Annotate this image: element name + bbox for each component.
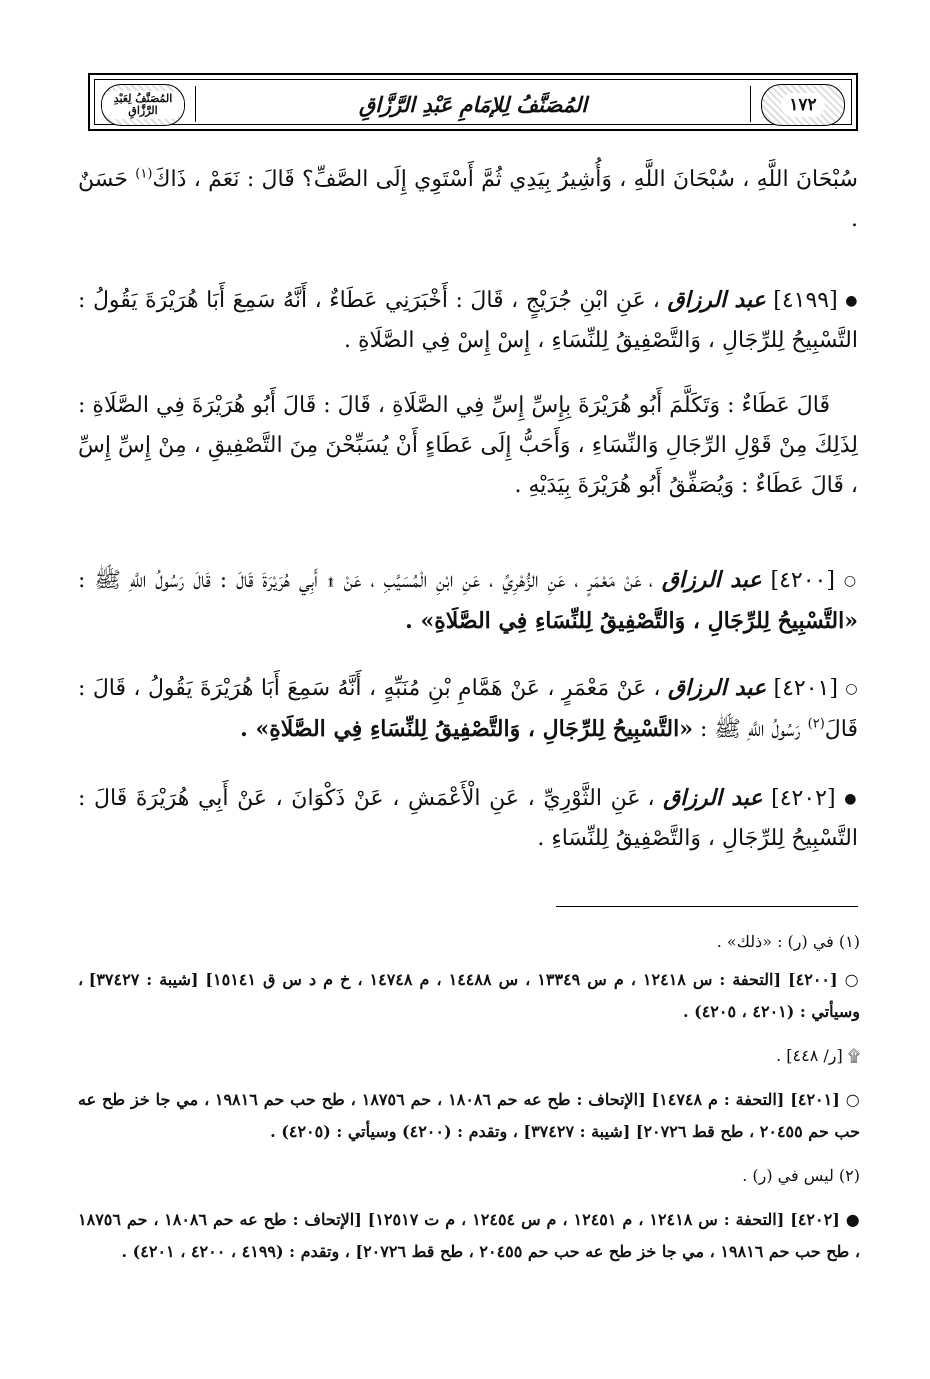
header-frame [94, 79, 852, 125]
narrator-name: عبد الرزاق [667, 675, 767, 701]
continuation-text: سُبْحَانَ اللَّهِ ، سُبْحَانَ اللَّهِ ، وَأُشِيرُ بِيَدِي ثُمَّ أَسْتَوِي إِلَى الصَّفِّ؟ قَالَ : نَعَمْ ، ذَاكَ [152, 167, 858, 192]
hadith-text: ، عَنِ ابْنِ جُرَيْجٍ ، قَالَ : أَخْبَرَنِي عَطَاءٌ ، أَنَّهُ سَمِعَ أَبَا هُرَيْرَةَ يَقُولُ : التَّسْبِيحُ لِلرِّجَالِ ، وَالتَّصْفِيقُ لِلنِّسَاءِ ، إِسْ إِسْ فِي الصَّلَاةِ . [78, 288, 858, 353]
book-emblem-text: المُصَنَّفُ لِعَبْدِ الرَّزَّاقِ [102, 91, 184, 119]
hadith-text: ، عَنِ الثَّوْرِيِّ ، عَنِ الْأَعْمَشِ ، عَنْ ذَكْوَانَ ، عَنْ أَبِي هُرَيْرَةَ قَالَ : التَّسْبِيحُ لِلرِّجَالِ ، وَالتَّصْفِيقُ لِلنِّسَاءِ . [78, 786, 858, 851]
footnote-2 [78, 1160, 860, 1192]
footnote-text: (١) في (ر) : «ذلك» . [716, 932, 860, 951]
hadith-text: ، عَنْ مَعْمَرٍ ، عَنْ هَمَّامِ بْنِ مُنَبِّهٍ ، أَنَّهُ سَمِعَ أَبَا هُرَيْرَةَ يَقُولُ ، قَالَ : قَالَ [78, 676, 858, 742]
footnote-1 [78, 926, 860, 958]
book-emblem-ornament [101, 84, 185, 126]
continuation-paragraph [78, 160, 858, 240]
hadith-text-2: رَسُولُ اللَّهِ ﷺ : [700, 717, 801, 742]
manuscript-ref-text: ۩ [ر/ ٤٤٨] . [776, 1046, 860, 1065]
hadith-4199 [78, 280, 858, 361]
prophetic-quote: «التَّسْبِيحُ لِلرِّجَالِ ، وَالتَّصْفِيقُ لِلنِّسَاءِ فِي الصَّلَاةِ» . [240, 716, 693, 742]
circle-marker: ○ [845, 681, 859, 697]
hadith-number: [٤١٩٩] [773, 288, 838, 313]
continuation-end: حَسَنٌ . [78, 167, 858, 232]
footnote-divider [556, 906, 858, 907]
hadith-number: [٤٢٠٠] [770, 568, 835, 593]
takhrij-text: ○ [٤٢٠١] [التحفة : م ١٤٧٤٨] [الإتحاف : طح عه حم ١٨٠٨٦ ، حم ١٨٧٥٦ ، طح حب حم ١٩٨١٦ ، مي جا خز طح عه حب حم ٢٠٤٥٥ ، طح قط ٢٠٧٢٦] [شيبة : ٣٧٤٢٧] ، وتقدم : (٤٢٠٠) وسيأتي : (٤٢٠٥) . [78, 1090, 860, 1141]
page-number-ornament [761, 84, 845, 126]
bullet-marker: ● [844, 791, 859, 807]
narrator-name: عبد الرزاق [667, 287, 766, 313]
narrator-name: عبد الرزاق [661, 567, 762, 593]
hadith-4200 [78, 560, 858, 642]
hadith-4202 [78, 778, 858, 859]
page-number: ١٧٢ [781, 93, 824, 117]
hadith-number: [٤٢٠١] [773, 676, 838, 701]
hadith-number: [٤٢٠٢] [771, 786, 836, 811]
hadith-4201 [78, 668, 858, 750]
bullet-marker: ● [845, 293, 859, 309]
takhrij-4201 [78, 1084, 860, 1148]
footnote-marker-2: (٢) [807, 716, 825, 732]
ata-paragraph [78, 386, 858, 506]
takhrij-text: ● [٤٢٠٢] [التحفة : س ١٢٤١٨ ، م ١٢٤٥١ ، م س ١٢٤٥٤ ، م ت ١٢٥١٧] [الإتحاف : طح عه حم ١٨٠٨٦ ، حم ١٨٧٥٦ ، طح حب حم ١٩٨١٦ ، مي جا خز طح عه حب حم ٢٠٤٥٥ ، طح قط ٢٠٧٢٦] ، وتقدم : (٤١٩٩ ، ٤٢٠٠ ، ٤٢٠١) . [78, 1210, 861, 1261]
book-title: المُصَنَّفُ لِلإمَامِ عَبْدِ الرَّزَّاقِ [195, 86, 751, 122]
takhrij-4200 [78, 964, 860, 1028]
takhrij-text: ○ [٤٢٠٠] [التحفة : س ١٢٤١٨ ، م س ١٣٣٤٩ ، س ١٤٤٨٨ ، م ١٤٧٤٨ ، خ م د س ق ١٥١٤١] [شيبة : ٣٧٤٢٧] ، وسيأتي : (٤٢٠١ ، ٤٢٠٥) . [78, 970, 860, 1021]
prophetic-quote: «التَّسْبِيحُ لِلرِّجَالِ ، وَالتَّصْفِيقُ لِلنِّسَاءِ فِي الصَّلَاةِ» . [405, 608, 858, 634]
narrator-name: عبد الرزاق [663, 785, 763, 811]
takhrij-4202 [78, 1204, 860, 1268]
ata-text: قَالَ عَطَاءٌ : وَتَكَلَّمَ أَبُو هُرَيْرَةَ بِإِسِّ إِسِّ فِي الصَّلَاةِ ، قَالَ : قَالَ أَبُو هُرَيْرَةَ فِي الصَّلَاةِ : لِذَلِكَ مِنْ قَوْلِ الرِّجَالِ وَالنِّسَاءِ ، وَأَحَبُّ إِلَى عَطَاءٍ أَنْ يُسَبِّحْنَ مِنَ التَّصْفِيقِ ، مِنْ إِسِّ إِسِّ ، قَالَ عَطَاءٌ : وَيُصَفِّقُ أَبُو هُرَيْرَةَ بِيَدَيْهِ . [78, 393, 858, 498]
circle-marker: ○ [843, 573, 859, 589]
footnote-text: (٢) ليس في (ر) . [742, 1166, 860, 1185]
hadith-text: ، عَنْ مَعْمَرٍ ، عَنِ الزُّهْرِيِّ ، عَنِ ابْنِ الْمُسَيَّبِ ، عَنْ ۩ أَبِي هُرَيْرَةَ قَالَ : قَالَ رَسُولُ اللَّهِ ﷺ : [78, 568, 653, 593]
footnote-marker-1: (١) [135, 166, 153, 182]
manuscript-ref [78, 1040, 860, 1072]
page-header [88, 73, 858, 131]
